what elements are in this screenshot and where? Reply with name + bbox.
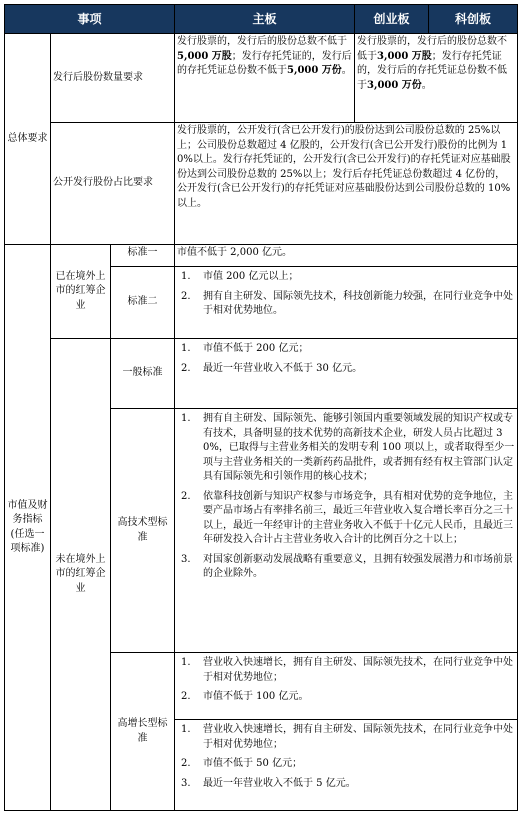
listed-standard-one-row xyxy=(5,245,518,267)
header-main-board: 主板 xyxy=(175,5,355,34)
list-item xyxy=(177,290,515,319)
list-item-text: 最近一年营业收入不低于 5 亿元。 xyxy=(203,777,356,789)
growth-standard-label: 高增长型标准 xyxy=(111,653,175,811)
hightech-standard-label: 高技术型标准 xyxy=(111,409,175,653)
general-row-public-ratio xyxy=(5,123,518,245)
list-item xyxy=(177,656,515,685)
listed-standard-one-label: 标准一 xyxy=(111,245,175,267)
header-star-board: 科创板 xyxy=(429,5,518,34)
hightech-standard-items xyxy=(177,412,515,582)
share-count-label: 发行后股份数量要求 xyxy=(51,34,175,123)
growth-group-one xyxy=(175,653,518,720)
list-item-number: 2. xyxy=(181,290,191,302)
list-item-number: 1. xyxy=(181,343,191,354)
listed-redchip-label: 已在境外上市的红筹企业 xyxy=(51,245,111,339)
header-gem-board: 创业板 xyxy=(355,5,429,34)
list-item-text: 市值 200 亿元以上； xyxy=(203,271,299,282)
standard-two-items xyxy=(177,270,515,319)
list-item xyxy=(177,412,515,485)
header-row xyxy=(5,5,518,34)
list-item xyxy=(177,723,515,752)
list-item-text: 拥有自主研发、国际领先技术，科技创新能力较强，在同行业竞争中处于相对优势地位。 xyxy=(203,290,513,316)
list-item-number: 3. xyxy=(181,777,191,789)
list-item-number: 2. xyxy=(181,758,191,769)
list-item xyxy=(177,690,515,705)
list-item xyxy=(177,270,515,285)
list-item-number: 3. xyxy=(181,553,191,565)
list-item-number: 2. xyxy=(181,691,191,702)
general-row-share-count xyxy=(5,34,518,123)
list-item xyxy=(177,553,515,582)
public-ratio-label: 公开发行股份占比要求 xyxy=(51,123,175,245)
general-standard-list xyxy=(175,339,518,409)
general-requirements-label: 总体要求 xyxy=(5,34,51,245)
list-item-number: 2. xyxy=(181,362,191,374)
list-item xyxy=(177,757,515,772)
listed-standard-one-text: 市值不低于 2,000 亿元。 xyxy=(175,245,518,267)
listed-standard-two-list xyxy=(175,267,518,339)
listed-standard-two-label: 标准二 xyxy=(111,267,175,339)
list-item xyxy=(177,342,515,357)
list-item xyxy=(177,490,515,548)
listing-requirements-document xyxy=(4,4,517,811)
public-ratio-text: 发行股票的，公开发行(含已公开发行)的股份达到公司股份总数的 25%以上；公司股份总数超过 4 亿股的，公开发行(含已公开发行)股份的比例为 10%以上。发行存托凭证的，公开发行(含已公开发行)的存托凭证对应基础股份达到公司股份总数的 25%以上；发行后存托凭证总份数超过 4 亿份的，公开发行(含已公开发行)的存托凭证对应基础股份达到公司股份总数的 10%以上。 xyxy=(175,123,518,245)
list-item-text: 依靠科技创新与知识产权参与市场竞争，具有相对优势的竞争地位，主要产品市场占有率排名前三，最近三年营业收入复合增长率百分之三十以上，最近一年经审计的主营业务收入不低于十亿元人民币，且最近三年研发投入合计占主营业务收入合计的比例百分之十以上； xyxy=(203,490,513,545)
list-item-number: 1. xyxy=(181,413,191,424)
list-item-number: 1. xyxy=(181,657,191,668)
share-count-main-board: 发行股票的，发行后的股份总数不低于5,000 万股；发行存托凭证的，发行后的存托凭证总份数不低于5,000 万份。 xyxy=(175,34,355,123)
list-item-text: 营业收入快速增长，拥有自主研发、国际领先技术，在同行业竞争中处于相对优势地位； xyxy=(203,657,513,683)
list-item-number: 2. xyxy=(181,490,191,502)
list-item-text: 市值不低于 100 亿元。 xyxy=(203,691,309,702)
list-item xyxy=(177,362,515,377)
list-item-number: 1. xyxy=(181,724,191,735)
list-item-text: 对国家创新驱动发展战略有重要意义，且拥有较强发展潜力和市场前景的企业除外。 xyxy=(203,553,513,579)
list-item xyxy=(177,777,515,792)
list-item-text: 拥有自主研发、国际领先、能够引领国内重要领域发展的知识产权或专有技术，具备明显的技术优势的高新技术企业，研发人员占比超过 30%，已取得与主营业务相关的发明专利 100 项以上，或者取得至少一项与主营业务相关的一类新药药品批件，或者拥有经有权主管部门认定具有国际领先和引领作用的核心技术； xyxy=(203,413,515,482)
list-item-text: 市值不低于 50 亿元； xyxy=(203,758,303,769)
header-item: 事项 xyxy=(5,5,175,34)
hightech-standard-list xyxy=(175,409,518,653)
growth-group-two xyxy=(175,720,518,811)
unlisted-redchip-label: 未在境外上市的红筹企业 xyxy=(51,339,111,811)
general-standard-label: 一般标准 xyxy=(111,339,175,409)
market-value-label: 市值及财务指标(任选一项标准) xyxy=(5,245,51,811)
share-count-gem-star: 发行股票的，发行后的股份总数不低于3,000 万股；发行存托凭证的，发行后的存托凭证总份数不低于3,000 万份。 xyxy=(355,34,518,123)
list-item-text: 营业收入快速增长，拥有自主研发、国际领先技术，在同行业竞争中处于相对优势地位； xyxy=(203,724,513,750)
growth-group-one-items xyxy=(177,656,515,705)
list-item-text: 最近一年营业收入不低于 30 亿元。 xyxy=(203,362,363,374)
growth-group-two-items xyxy=(177,723,515,791)
list-item-text: 市值不低于 200 亿元； xyxy=(203,343,309,354)
unlisted-general-row xyxy=(5,339,518,409)
general-standard-items xyxy=(177,342,515,376)
list-item-number: 1. xyxy=(181,271,191,282)
requirements-table xyxy=(4,4,518,811)
